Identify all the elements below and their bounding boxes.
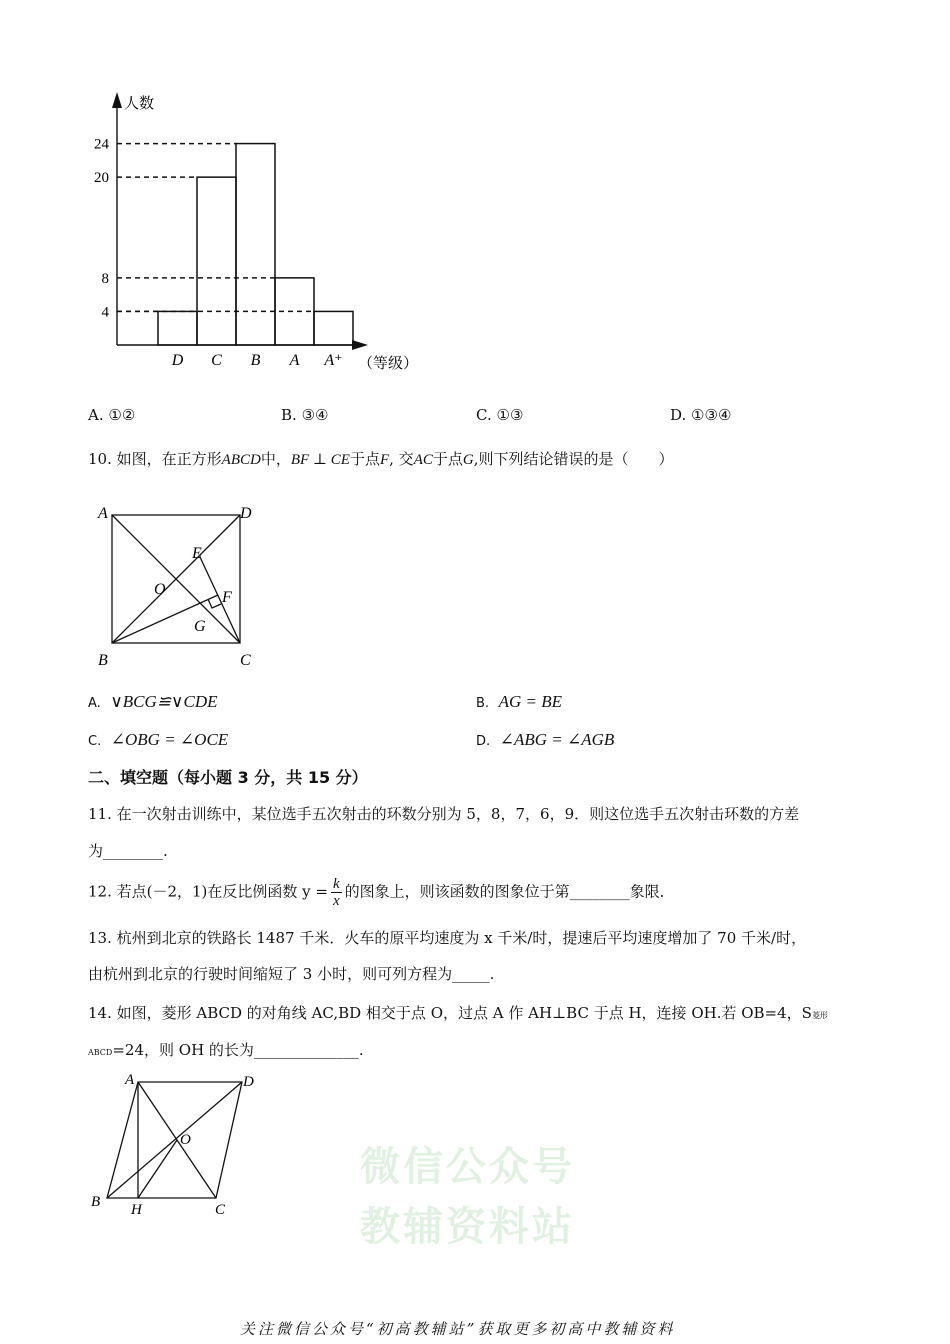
label-b: B [98,652,108,669]
bar-D [158,311,197,345]
label-e: E [192,545,202,562]
q10-option-d: D. ∠ABG = ∠AGB [476,730,615,749]
label-g: G [194,618,206,635]
segment-oh [138,1140,177,1198]
diagonal-bd [107,1082,242,1198]
right-angle-mark [208,599,221,608]
q9-option-c: C. ①③ [476,406,524,424]
label-c: C [215,1202,226,1218]
x-axis-arrow [352,340,368,350]
watermark-line1: 微信公众号 [360,1144,575,1190]
q13-line1: 13. 杭州到北京的铁路长 1487 千米．火车的原平均速度为 x 千米/时，提速后平均速度增加了 70 千米/时， [88,929,807,947]
y-tick-label: 20 [94,170,109,187]
q12-stem: 12. 若点(－2，1)在反比例函数 y = $\frac{k}{x}$ 的图象上，则该函数的图象位于第________象限． [88,876,675,909]
q11-line1: 11. 在一次射击训练中，某位选手五次射击的环数分别为 5，8，7，6，9．则这位选手五次射击环数的方差 [88,805,800,823]
y-tick-label: 8 [101,270,109,287]
q9-option-a: A. ①② [88,406,136,424]
page-footer: 关注微信公众号“初高教辅站”获取更多初高中教辅资料 [240,1320,676,1338]
q10-option-b: B. AG = BE [476,692,563,711]
square-figure [90,500,270,675]
bar-A⁺ [314,311,353,345]
label-o: O [154,581,166,598]
q10-option-c: C. ∠OBG = ∠OCE [88,730,229,749]
q9-option-b: B. ③④ [281,406,329,424]
watermark-line2: 教辅资料站 [360,1204,575,1250]
label-d: D [240,505,252,522]
q11-line2: 为________. [88,842,168,860]
bar-B [236,144,275,345]
q14-line2: ABCD=24，则 OH 的长为______________. [88,1041,364,1059]
x-tick-label: A [289,352,300,369]
y-axis-label: 人数 [124,94,155,112]
bar-chart [60,80,480,390]
x-axis-label: （等级） [358,354,419,372]
q10-stem: 10. 如图，在正方形ABCD中，BF ⊥ CE于点F, 交AC于点G,则下列结论错误的是（ ） [88,450,674,468]
rhombus-figure [85,1068,275,1218]
label-b: B [91,1194,101,1210]
y-axis-arrow [112,92,122,108]
y-tick-label: 24 [94,136,109,153]
y-tick-label: 4 [101,304,109,321]
q10-option-a: A. ∨BCG≌∨CDE [88,692,218,711]
label-d: D [243,1074,254,1090]
label-a: A [125,1072,135,1088]
label-o: O [180,1132,191,1148]
x-tick-label: C [211,352,222,369]
q9-option-d: D. ①③④ [670,406,732,424]
q13-line2: 由杭州到北京的行驶时间缩短了 3 小时，则可列方程为_____. [88,965,495,983]
x-tick-label: A⁺ [324,352,343,369]
bar-C [197,177,236,345]
section-heading: 二、填空题（每小题 3 分，共 15 分） [88,768,368,787]
label-f: F [222,589,232,606]
q12-fraction: $\frac{k}{x}$ [333,876,340,909]
x-tick-label: D [171,352,184,369]
x-tick-label: B [250,352,261,369]
label-a: A [98,505,108,522]
label-c: C [240,652,251,669]
q14-line1: 14. 如图，菱形 ABCD 的对角线 AC,BD 相交于点 O，过点 A 作 AH⊥BC 于点 H，连接 OH.若 OB=4，S菱形 [88,1004,828,1022]
label-h: H [131,1202,142,1218]
